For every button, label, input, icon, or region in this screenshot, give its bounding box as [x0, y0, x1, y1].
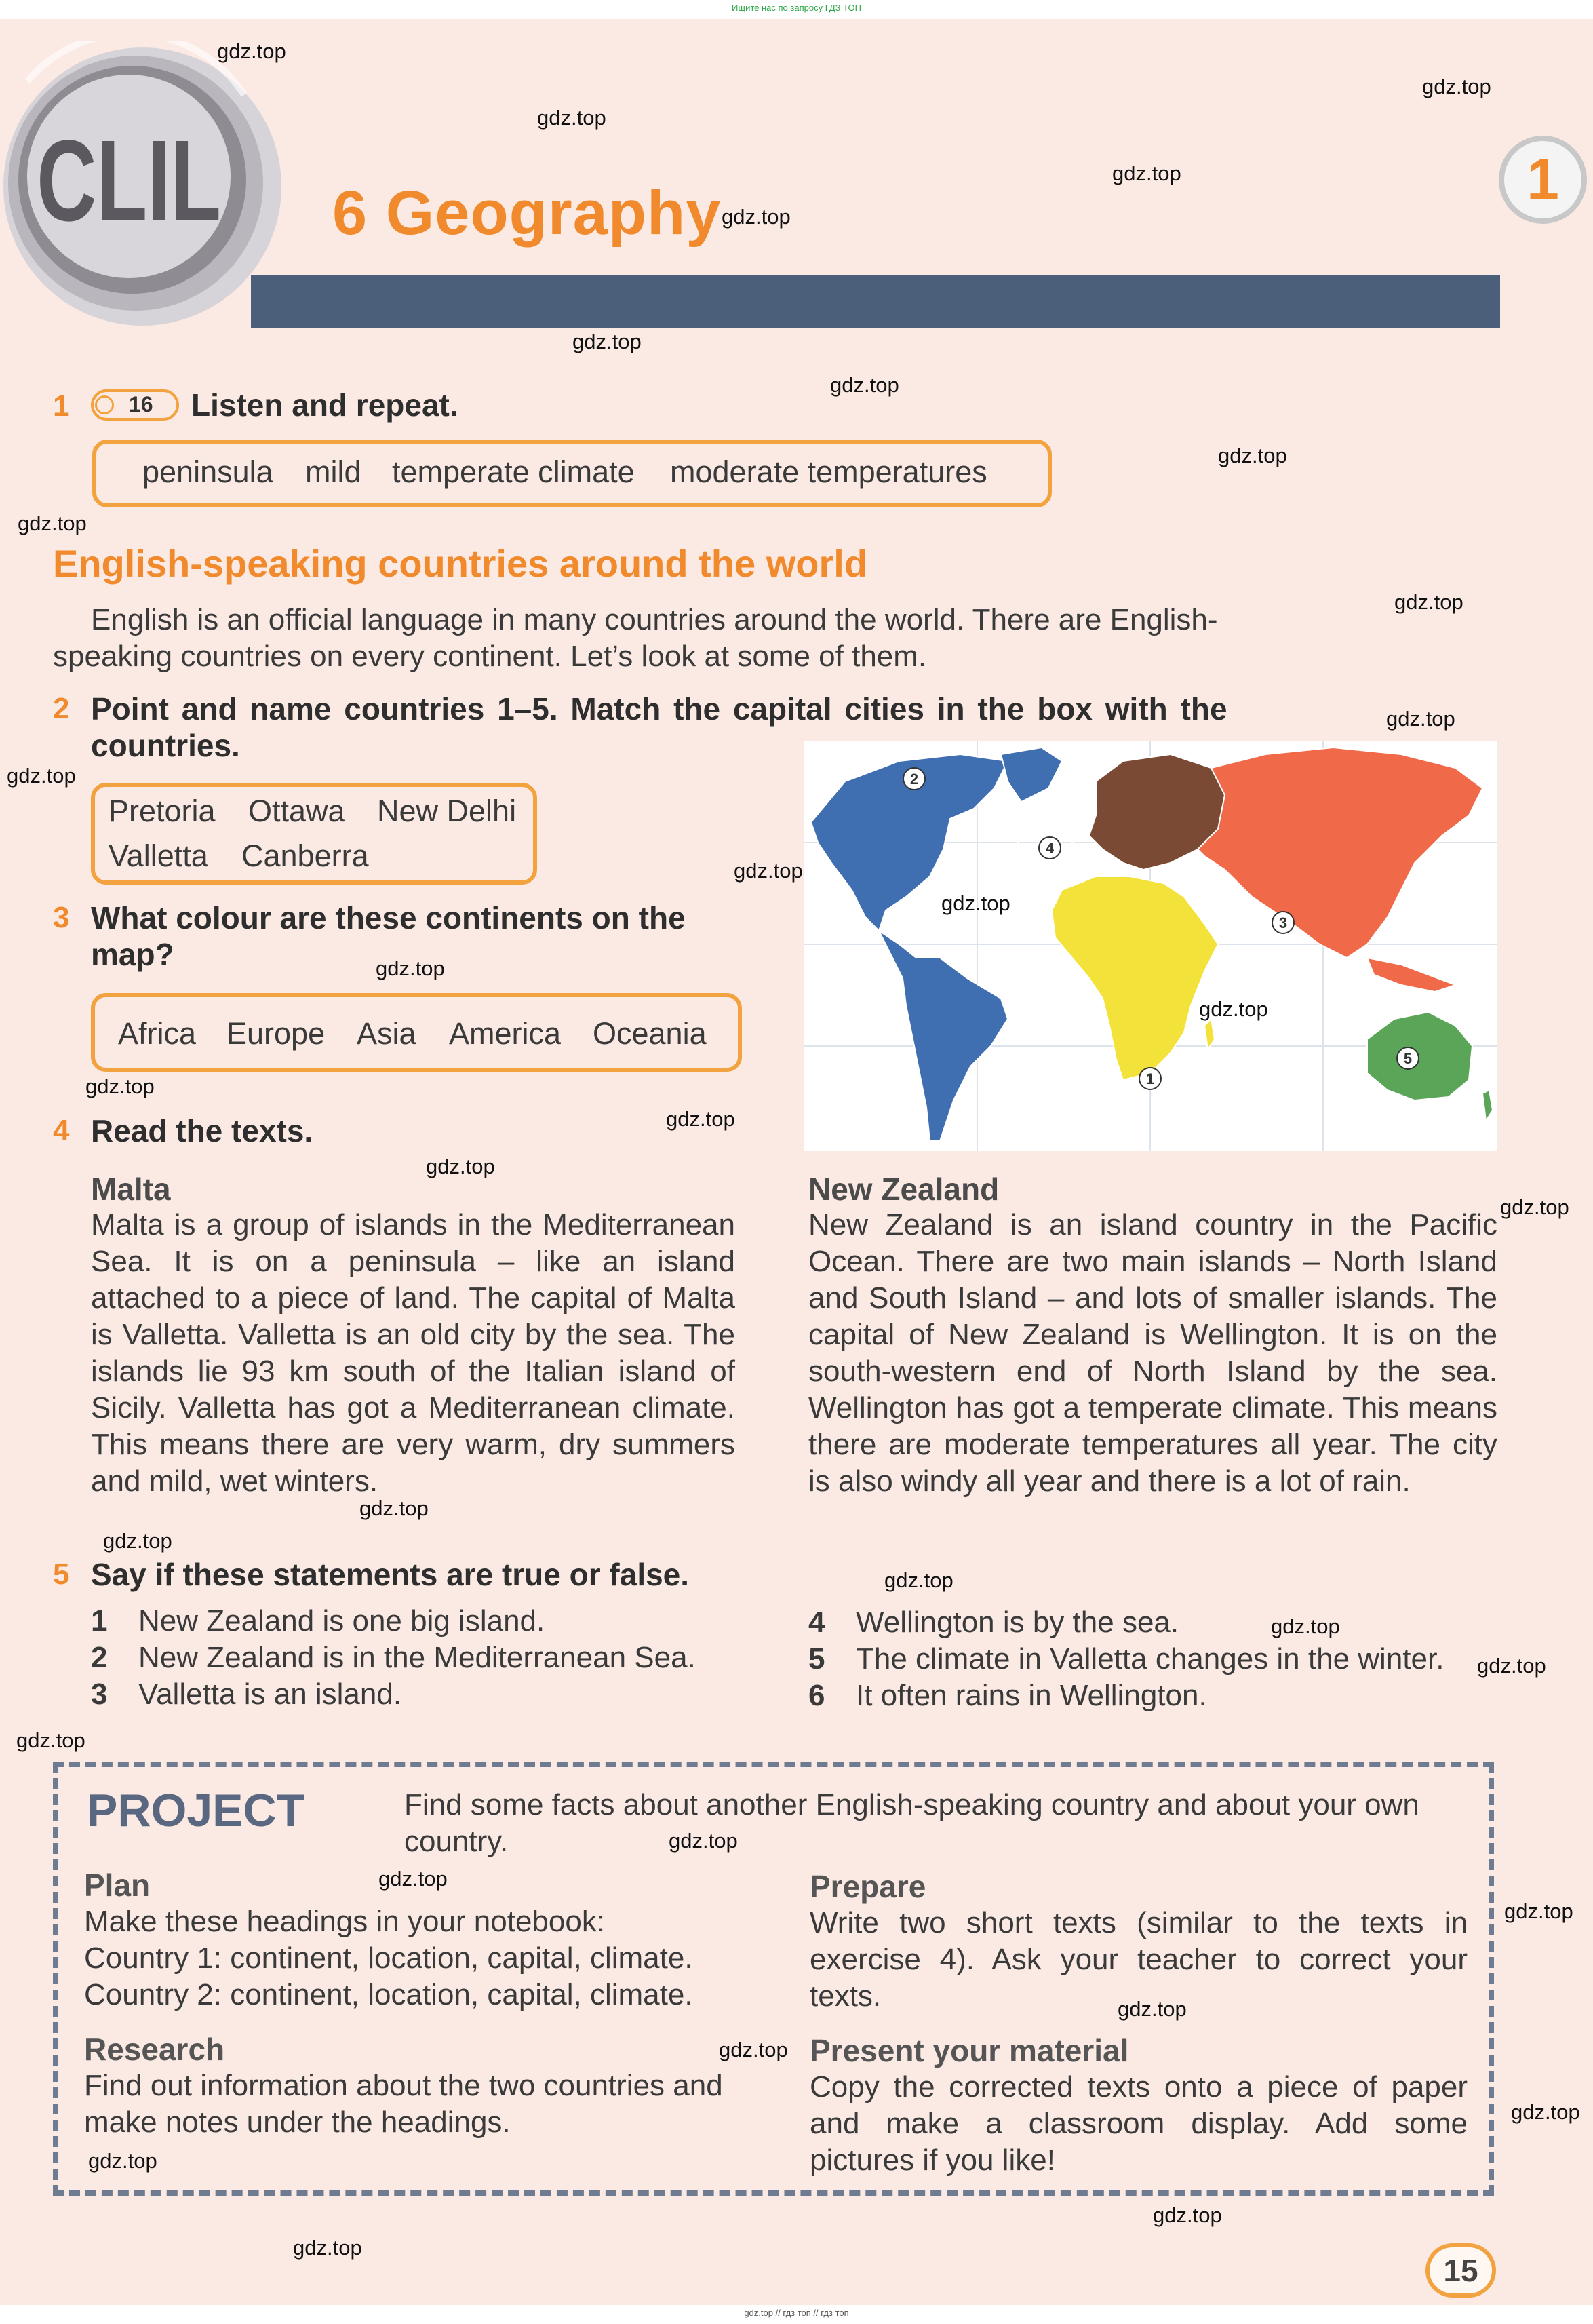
exercise-3-instruction-1: What colour are these continents on the [91, 900, 686, 935]
research-heading: Research [84, 2032, 225, 2067]
new-zealand-shape [1482, 1090, 1493, 1121]
continent-word: America [449, 1016, 562, 1051]
bottom-note: gdz.top // гдз топ // гдз топ [744, 2308, 849, 2318]
plan-line: Country 2: continent, location, capital, climate. [84, 1978, 693, 2011]
watermark: gdz.top [7, 764, 76, 788]
exercise-3-number: 3 [53, 901, 70, 934]
page-title: 6 Geography [332, 178, 722, 248]
statement-text: The climate in Valletta changes in the winter. [856, 1642, 1444, 1676]
watermark: gdz.top [722, 205, 791, 229]
capital-word: Valletta [109, 838, 208, 873]
watermark: gdz.top [666, 1107, 735, 1131]
watermark: gdz.top [88, 2149, 157, 2173]
asia-islands [1367, 958, 1455, 992]
plan-line: Make these headings in your notebook: [84, 1905, 606, 1938]
exercise-3-instruction-2: map? [91, 937, 174, 972]
watermark: gdz.top [1218, 444, 1287, 467]
statement-text: New Zealand is one big island. [138, 1604, 545, 1638]
capital-word: Ottawa [248, 794, 345, 828]
research-text: Find out information about the two countries and make notes under the headings. [84, 2069, 723, 2139]
capital-word: Pretoria [109, 794, 216, 828]
exercise-5-number: 5 [53, 1557, 70, 1591]
exercise-2-instruction-2: countries. [91, 728, 240, 763]
statement-number: 5 [808, 1642, 825, 1676]
malta-heading: Malta [91, 1171, 171, 1207]
project-title: PROJECT [87, 1785, 305, 1836]
statement-number: 2 [91, 1641, 108, 1674]
watermark: gdz.top [941, 891, 1010, 915]
new-zealand-heading: New Zealand [808, 1171, 1000, 1207]
statement-number: 4 [808, 1606, 825, 1639]
watermark: gdz.top [85, 1074, 155, 1098]
svg-text:CLIL: CLIL [37, 117, 222, 246]
capital-word: Canberra [241, 838, 369, 873]
watermark: gdz.top [719, 2038, 788, 2061]
watermark: gdz.top [1504, 1899, 1573, 1923]
watermark: gdz.top [293, 2236, 362, 2260]
oceania [1367, 1012, 1472, 1100]
continent-word: Oceania [593, 1016, 707, 1051]
top-note: Ищите нас по запросу ГДЗ ТОП [732, 3, 861, 13]
statement-number: 3 [91, 1678, 108, 1711]
continent-word: Africa [118, 1016, 197, 1051]
statement-text: Valletta is an island. [138, 1678, 402, 1711]
watermark: gdz.top [16, 1728, 85, 1752]
watermark: gdz.top [1386, 707, 1455, 731]
watermark: gdz.top [1394, 590, 1463, 614]
statement-text: Wellington is by the sea. [856, 1606, 1179, 1639]
present-heading: Present your material [810, 2033, 1129, 2068]
vocab-word: peninsula [142, 454, 273, 489]
statement-text: It often rains in Wellington. [856, 1679, 1207, 1712]
new-zealand-text: New Zealand is an island country in the Pacific Ocean. There are two main islands – North Island and South Island – and lots of smaller islands. The capital of New Zealand is Wellington. It is on the south-western end of North Island by the sea. Wellington has got a temperate climate. This means there are moderate temperatures all year. The city is also windy all year and there is a lot of rain. [808, 1208, 1497, 1498]
watermark: gdz.top [830, 373, 899, 397]
svg-text:4: 4 [1045, 840, 1055, 857]
exercise-2-number: 2 [53, 692, 70, 725]
watermark: gdz.top [1118, 1997, 1187, 2021]
page-number: 15 [1425, 2243, 1496, 2298]
svg-text:5: 5 [1403, 1050, 1413, 1067]
section-intro: English is an official language in many countries around the world. There are English-speaking countries on every continent. Let’s look at some of them. [53, 603, 1218, 673]
america-south [879, 931, 1008, 1141]
watermark: gdz.top [378, 1867, 448, 1891]
malta-text: Malta is a group of islands in the Mediterranean Sea. It is on a peninsula – like an island attached to a piece of land. The capital of Malta is Valletta. Valletta is an old city by the sea. The islands lie 93 km south of the Italian island of Sicily. Valletta has got a Mediterranean climate. This means there are very warm, dry summers and mild, wet winters. [91, 1208, 735, 1498]
watermark: gdz.top [1500, 1195, 1569, 1219]
vocab-word: mild [305, 454, 361, 489]
watermark: gdz.top [537, 106, 606, 130]
watermark: gdz.top [1271, 1614, 1340, 1638]
watermark: gdz.top [884, 1568, 953, 1592]
continent-word: Europe [227, 1016, 326, 1051]
watermark: gdz.top [1477, 1654, 1546, 1678]
watermark: gdz.top [572, 330, 642, 353]
vocab-word: moderate temperatures [670, 454, 987, 489]
watermark: gdz.top [669, 1829, 738, 1853]
world-map [804, 741, 1497, 1151]
plan-line: Country 1: continent, location, capital, climate. [84, 1941, 693, 1975]
watermark: gdz.top [734, 859, 803, 883]
exercise-1-instruction: Listen and repeat. [191, 387, 458, 423]
exercise-2-instruction-1: Point and name countries 1–5. Match the capital cities in the box with the [91, 691, 1227, 727]
project-intro: Find some facts about another English-speaking country and about your own country. [404, 1788, 1419, 1858]
present-text: Copy the corrected texts onto a piece of paper and make a classroom display. Add some pictures if you like! [810, 2070, 1468, 2177]
prepare-text: Write two short texts (similar to the texts in exercise 4). Ask your teacher to correct your texts. [810, 1906, 1468, 2013]
section-heading: English-speaking countries around the world [53, 542, 868, 585]
watermark: gdz.top [1153, 2203, 1222, 2227]
greenland [1001, 748, 1062, 802]
statement-text: New Zealand is in the Mediterranean Sea. [138, 1641, 696, 1674]
watermark: gdz.top [1199, 997, 1268, 1021]
statement-number: 6 [808, 1679, 825, 1712]
capital-word: New Delhi [377, 794, 517, 828]
svg-text:2: 2 [909, 771, 919, 788]
watermark: gdz.top [376, 956, 445, 980]
unit-badge: 1 [1499, 136, 1587, 224]
watermark: gdz.top [103, 1529, 172, 1553]
watermark: gdz.top [18, 511, 87, 535]
madagascar [1204, 1019, 1215, 1049]
africa [1052, 876, 1218, 1080]
continent-word: Asia [357, 1016, 416, 1051]
watermark: gdz.top [1112, 161, 1181, 185]
svg-text:1: 1 [1145, 1070, 1155, 1087]
title-bar [251, 275, 1500, 328]
svg-text:3: 3 [1278, 914, 1288, 931]
watermark: gdz.top [1422, 75, 1491, 98]
exercise-1-number: 1 [53, 389, 70, 423]
watermark: gdz.top [426, 1155, 495, 1178]
statement-number: 1 [91, 1604, 108, 1638]
asia [1198, 748, 1482, 958]
exercise-4-instruction: Read the texts. [91, 1113, 313, 1148]
exercise-4-number: 4 [53, 1114, 70, 1147]
exercise-5-instruction: Say if these statements are true or false. [91, 1557, 690, 1592]
watermark: gdz.top [217, 39, 286, 63]
audio-track-number: 16 [129, 392, 153, 417]
vocab-word: temperate climate [392, 454, 635, 489]
cd-icon [95, 395, 114, 414]
prepare-heading: Prepare [810, 1869, 926, 1904]
watermark: gdz.top [359, 1496, 429, 1520]
watermark: gdz.top [1511, 2100, 1580, 2124]
plan-heading: Plan [84, 1867, 151, 1903]
